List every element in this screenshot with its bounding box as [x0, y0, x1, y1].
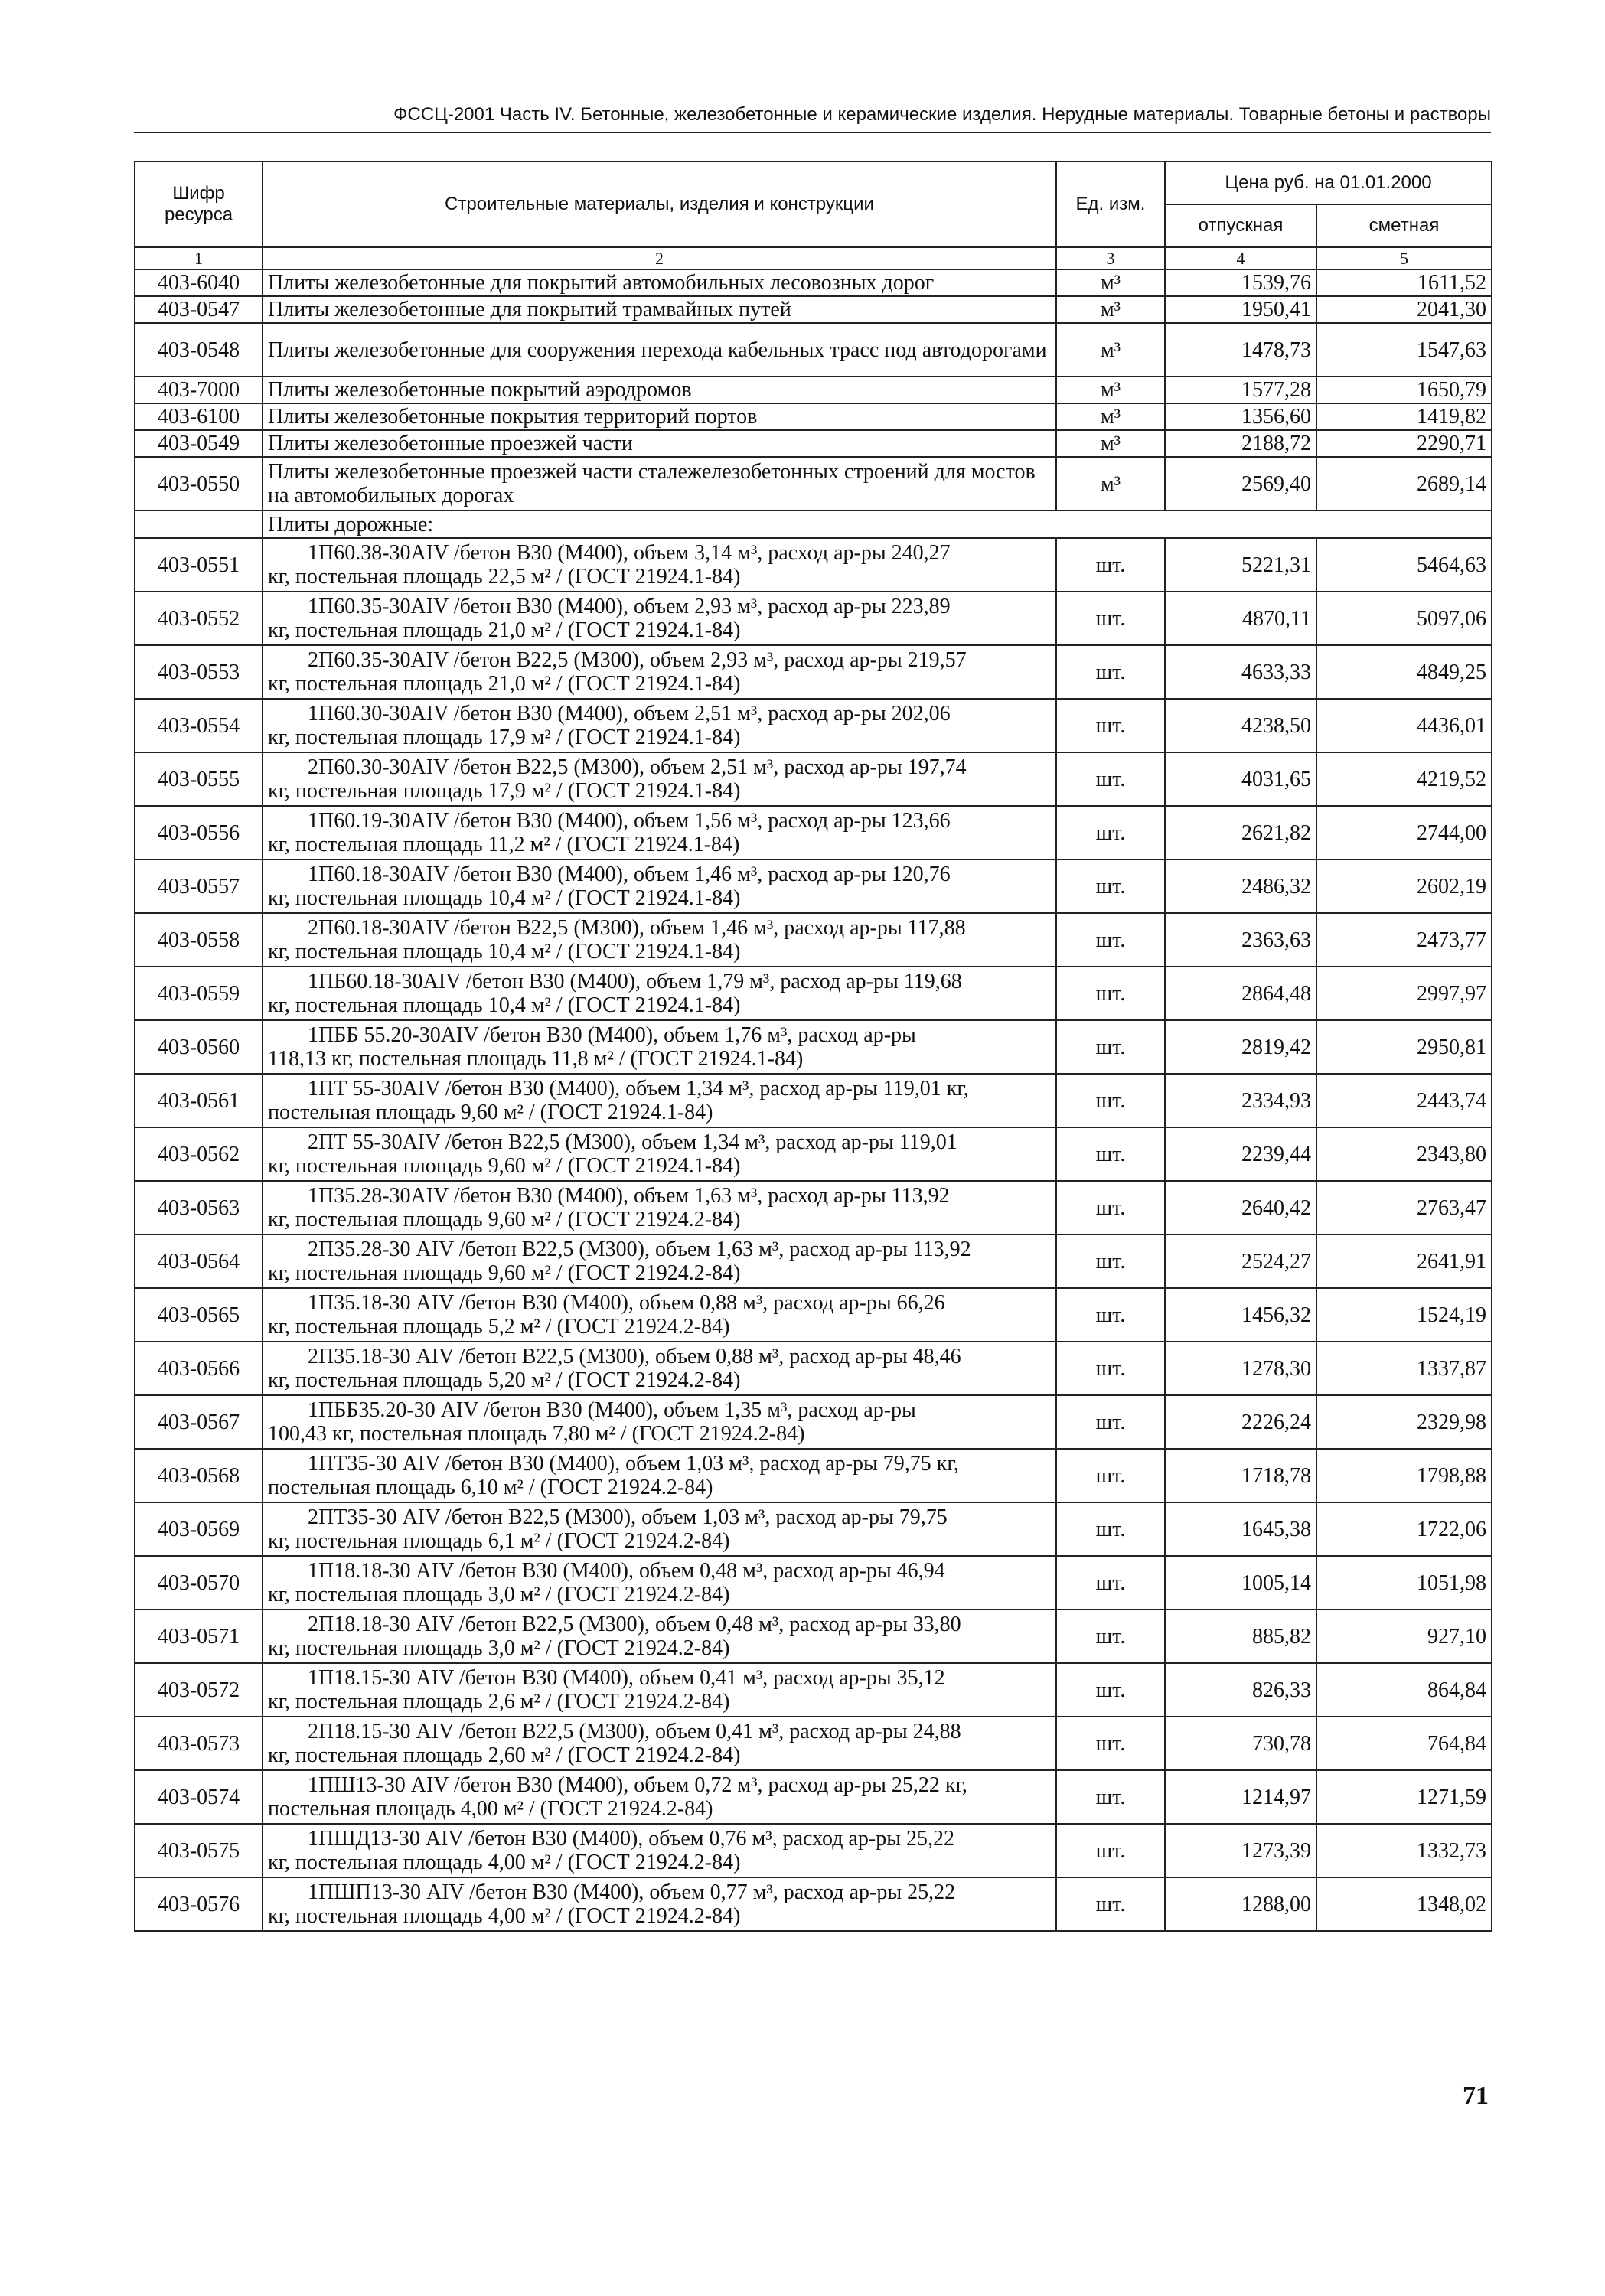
item-name-line-2: 118,13 кг, постельная площадь 11,8 м² / (ГОСТ 21924.1-84): [268, 1047, 804, 1071]
item-name: [263, 1127, 1056, 1181]
item-name: Плиты железобетонные для сооружения перехода кабельных трасс под автодорогами: [263, 323, 1056, 377]
item-name: [263, 699, 1056, 752]
release-price: 2486,32: [1165, 859, 1316, 913]
price-table: [134, 161, 1492, 1932]
unit-cell: шт.: [1056, 1824, 1165, 1877]
release-price: 2363,63: [1165, 913, 1316, 967]
resource-code: 403-0559: [135, 967, 263, 1020]
item-name: [263, 1395, 1056, 1449]
estimate-price: 2763,47: [1316, 1181, 1492, 1234]
release-price: 4633,33: [1165, 645, 1316, 699]
unit-cell: шт.: [1056, 752, 1165, 806]
unit-cell: шт.: [1056, 1877, 1165, 1931]
item-name-line-2: кг, постельная площадь 10,4 м² / (ГОСТ 21924.1-84): [268, 993, 741, 1017]
table-row: [135, 1663, 1492, 1717]
table-row: [135, 645, 1492, 699]
estimate-price: 1650,79: [1316, 377, 1492, 403]
table-row: [135, 269, 1492, 296]
estimate-price: 1271,59: [1316, 1770, 1492, 1824]
table-row: [135, 1234, 1492, 1288]
item-name: [263, 1717, 1056, 1770]
resource-code: 403-0548: [135, 323, 263, 377]
item-name-line-2: кг, постельная площадь 5,20 м² / (ГОСТ 21924.2-84): [268, 1368, 741, 1392]
item-name-line-2: кг, постельная площадь 6,1 м² / (ГОСТ 21924.2-84): [268, 1529, 730, 1553]
estimate-price: 1798,88: [1316, 1449, 1492, 1502]
column-number: 2: [263, 247, 1056, 269]
item-name: [263, 967, 1056, 1020]
release-price: 2239,44: [1165, 1127, 1316, 1181]
table-row: [135, 592, 1492, 645]
release-price: 826,33: [1165, 1663, 1316, 1717]
release-price: 1278,30: [1165, 1342, 1316, 1395]
resource-code: 403-0547: [135, 296, 263, 323]
item-name-line-2: кг, постельная площадь 9,60 м² / (ГОСТ 21924.1-84): [268, 1154, 741, 1178]
item-name-line-1: 1ПШД13-30 AIV /бетон В30 (М400), объем 0,76 м³, расход ар-ры 25,22: [308, 1827, 955, 1851]
item-name-line-1: 2П60.18-30AIV /бетон В22,5 (М300), объем 1,46 м³, расход ар-ры 117,88: [308, 916, 966, 940]
table-row: [135, 699, 1492, 752]
item-name-line-1: 1ПТ35-30 AIV /бетон В30 (М400), объем 1,03 м³, расход ар-ры 79,75 кг,: [308, 1452, 959, 1476]
item-name: [263, 1074, 1056, 1127]
unit-cell: шт.: [1056, 1609, 1165, 1663]
item-name-line-1: 1П35.28-30AIV /бетон В30 (М400), объем 1,63 м³, расход ар-ры 113,92: [308, 1184, 950, 1208]
unit-cell: шт.: [1056, 699, 1165, 752]
unit-cell: шт.: [1056, 1181, 1165, 1234]
item-name-line-2: кг, постельная площадь 3,0 м² / (ГОСТ 21924.2-84): [268, 1636, 730, 1660]
estimate-price: 927,10: [1316, 1609, 1492, 1663]
release-price: 885,82: [1165, 1609, 1316, 1663]
resource-code: 403-0572: [135, 1663, 263, 1717]
resource-code: 403-0570: [135, 1556, 263, 1609]
unit-cell: шт.: [1056, 1717, 1165, 1770]
table-row: [135, 1395, 1492, 1449]
item-name-line-1: 1П35.18-30 AIV /бетон В30 (М400), объем 0,88 м³, расход ар-ры 66,26: [308, 1291, 945, 1315]
item-name-line-1: 1П60.30-30AIV /бетон В30 (М400), объем 2,51 м³, расход ар-ры 202,06: [308, 702, 951, 726]
item-name-line-2: кг, постельная площадь 2,60 м² / (ГОСТ 21924.2-84): [268, 1743, 741, 1767]
estimate-price: 1348,02: [1316, 1877, 1492, 1931]
item-name-line-2: кг, постельная площадь 9,60 м² / (ГОСТ 21924.2-84): [268, 1208, 741, 1231]
table-row: [135, 1502, 1492, 1556]
section-code-cell: [135, 510, 263, 538]
item-name-line-1: 1П18.15-30 AIV /бетон В30 (М400), объем 0,41 м³, расход ар-ры 35,12: [308, 1666, 945, 1690]
resource-code: 403-0574: [135, 1770, 263, 1824]
resource-code: 403-0556: [135, 806, 263, 859]
item-name-line-1: 2П35.18-30 AIV /бетон В22,5 (М300), объем 0,88 м³, расход ар-ры 48,46: [308, 1345, 961, 1368]
table-row: [135, 806, 1492, 859]
release-price: 5221,31: [1165, 538, 1316, 592]
item-name-line-1: 1П60.19-30AIV /бетон В30 (М400), объем 1,56 м³, расход ар-ры 123,66: [308, 809, 951, 833]
unit-cell: м³: [1056, 323, 1165, 377]
item-name: [263, 1556, 1056, 1609]
table-row: [135, 1877, 1492, 1931]
section-title: Плиты дорожные:: [263, 510, 1492, 538]
item-name-line-1: 2П18.15-30 AIV /бетон В22,5 (М300), объем 0,41 м³, расход ар-ры 24,88: [308, 1720, 961, 1743]
resource-code: 403-0558: [135, 913, 263, 967]
unit-cell: шт.: [1056, 1449, 1165, 1502]
item-name: [263, 1609, 1056, 1663]
unit-cell: шт.: [1056, 1342, 1165, 1395]
unit-cell: м³: [1056, 269, 1165, 296]
unit-cell: шт.: [1056, 1663, 1165, 1717]
estimate-price: 2290,71: [1316, 430, 1492, 457]
item-name-line-2: постельная площадь 9,60 м² / (ГОСТ 21924.1-84): [268, 1101, 713, 1124]
item-name: Плиты железобетонные проезжей части сталежелезобетонных строений для мостов на автомобильных дорогах: [263, 457, 1056, 510]
resource-code: 403-0563: [135, 1181, 263, 1234]
table-row: [135, 1181, 1492, 1234]
resource-code: 403-0554: [135, 699, 263, 752]
item-name: [263, 1288, 1056, 1342]
col-header-release-price: отпускная: [1165, 204, 1316, 247]
item-name: [263, 1020, 1056, 1074]
table-row: [135, 1717, 1492, 1770]
table-row: [135, 1449, 1492, 1502]
column-number: 1: [135, 247, 263, 269]
table-row: [135, 1609, 1492, 1663]
column-number: 3: [1056, 247, 1165, 269]
item-name-line-1: 1ПБ60.18-30AIV /бетон В30 (М400), объем 1,79 м³, расход ар-ры 119,68: [308, 970, 962, 993]
item-name-line-1: 2ПТ 55-30AIV /бетон В22,5 (М300), объем 1,34 м³, расход ар-ры 119,01: [308, 1130, 957, 1154]
table-row: [135, 1556, 1492, 1609]
col-header-code: Шифр ресурса: [135, 161, 263, 247]
unit-cell: м³: [1056, 377, 1165, 403]
resource-code: 403-0568: [135, 1449, 263, 1502]
estimate-price: 2329,98: [1316, 1395, 1492, 1449]
estimate-price: 2950,81: [1316, 1020, 1492, 1074]
estimate-price: 4849,25: [1316, 645, 1492, 699]
table-row: [135, 1824, 1492, 1877]
item-name-line-1: 2П35.28-30 AIV /бетон В22,5 (М300), объем 1,63 м³, расход ар-ры 113,92: [308, 1238, 971, 1261]
item-name-line-2: постельная площадь 6,10 м² / (ГОСТ 21924.2-84): [268, 1476, 713, 1499]
estimate-price: 2443,74: [1316, 1074, 1492, 1127]
table-row: [135, 859, 1492, 913]
release-price: 2569,40: [1165, 457, 1316, 510]
item-name-line-2: кг, постельная площадь 10,4 м² / (ГОСТ 21924.1-84): [268, 940, 741, 964]
table-row: [135, 1342, 1492, 1395]
unit-cell: м³: [1056, 403, 1165, 430]
item-name: [263, 1824, 1056, 1877]
release-price: 2226,24: [1165, 1395, 1316, 1449]
release-price: 2188,72: [1165, 430, 1316, 457]
item-name-line-2: кг, постельная площадь 4,00 м² / (ГОСТ 21924.2-84): [268, 1851, 741, 1874]
item-name-line-2: кг, постельная площадь 4,00 м² / (ГОСТ 21924.2-84): [268, 1904, 741, 1928]
item-name-line-2: кг, постельная площадь 10,4 м² / (ГОСТ 21924.1-84): [268, 886, 741, 910]
unit-cell: шт.: [1056, 1074, 1165, 1127]
item-name: [263, 1877, 1056, 1931]
table-row: [135, 403, 1492, 430]
resource-code: 403-0551: [135, 538, 263, 592]
item-name-line-1: 1ПШП13-30 AIV /бетон В30 (М400), объем 0,77 м³, расход ар-ры 25,22: [308, 1880, 956, 1904]
table-row: [135, 1020, 1492, 1074]
table-row: [135, 1770, 1492, 1824]
unit-cell: шт.: [1056, 1556, 1165, 1609]
resource-code: 403-0575: [135, 1824, 263, 1877]
estimate-price: 1332,73: [1316, 1824, 1492, 1877]
item-name-line-1: 2П18.18-30 AIV /бетон В22,5 (М300), объем 0,48 м³, расход ар-ры 33,80: [308, 1613, 961, 1636]
item-name: [263, 1663, 1056, 1717]
item-name-line-2: кг, постельная площадь 5,2 м² / (ГОСТ 21924.2-84): [268, 1315, 730, 1339]
column-number: 5: [1316, 247, 1492, 269]
item-name: [263, 1449, 1056, 1502]
col-header-price-group: Цена руб. на 01.01.2000: [1165, 161, 1492, 204]
estimate-price: 5097,06: [1316, 592, 1492, 645]
estimate-price: 1337,87: [1316, 1342, 1492, 1395]
item-name-line-1: 2П60.30-30AIV /бетон В22,5 (М300), объем 2,51 м³, расход ар-ры 197,74: [308, 755, 967, 779]
table-row: [135, 538, 1492, 592]
item-name-line-2: кг, постельная площадь 21,0 м² / (ГОСТ 21924.1-84): [268, 618, 741, 642]
table-row: [135, 377, 1492, 403]
running-header: ФССЦ-2001 Часть IV. Бетонные, железобетонные и керамические изделия. Нерудные материалы. Товарные бетоны и растворы: [134, 104, 1491, 133]
table-row: [135, 430, 1492, 457]
table-row: [135, 457, 1492, 510]
item-name-line-1: 1П60.35-30AIV /бетон В30 (М400), объем 2,93 м³, расход ар-ры 223,89: [308, 595, 951, 618]
item-name: [263, 1502, 1056, 1556]
resource-code: 403-0555: [135, 752, 263, 806]
item-name-line-2: кг, постельная площадь 21,0 м² / (ГОСТ 21924.1-84): [268, 672, 741, 696]
release-price: 2524,27: [1165, 1234, 1316, 1288]
unit-cell: шт.: [1056, 592, 1165, 645]
unit-cell: шт.: [1056, 1234, 1165, 1288]
resource-code: 403-0571: [135, 1609, 263, 1663]
table-row: [135, 752, 1492, 806]
item-name-line-2: кг, постельная площадь 11,2 м² / (ГОСТ 21924.1-84): [268, 833, 740, 856]
resource-code: 403-0560: [135, 1020, 263, 1074]
column-number: 4: [1165, 247, 1316, 269]
item-name-line-1: 1П60.38-30AIV /бетон В30 (М400), объем 3,14 м³, расход ар-ры 240,27: [308, 541, 951, 565]
col-header-estimate-price: сметная: [1316, 204, 1492, 247]
item-name: [263, 645, 1056, 699]
estimate-price: 1051,98: [1316, 1556, 1492, 1609]
resource-code: 403-0553: [135, 645, 263, 699]
estimate-price: 4219,52: [1316, 752, 1492, 806]
estimate-price: 2602,19: [1316, 859, 1492, 913]
unit-cell: м³: [1056, 457, 1165, 510]
release-price: 2621,82: [1165, 806, 1316, 859]
release-price: 2334,93: [1165, 1074, 1316, 1127]
release-price: 730,78: [1165, 1717, 1316, 1770]
item-name: [263, 592, 1056, 645]
resource-code: 403-0549: [135, 430, 263, 457]
resource-code: 403-6040: [135, 269, 263, 296]
release-price: 2640,42: [1165, 1181, 1316, 1234]
estimate-price: 1524,19: [1316, 1288, 1492, 1342]
item-name: Плиты железобетонные покрытий аэродромов: [263, 377, 1056, 403]
item-name-line-1: 2П60.35-30AIV /бетон В22,5 (М300), объем 2,93 м³, расход ар-ры 219,57: [308, 648, 967, 672]
release-price: 1718,78: [1165, 1449, 1316, 1502]
item-name-line-1: 1ПТ 55-30AIV /бетон В30 (М400), объем 1,34 м³, расход ар-ры 119,01 кг,: [308, 1077, 969, 1101]
estimate-price: 1611,52: [1316, 269, 1492, 296]
resource-code: 403-0566: [135, 1342, 263, 1395]
unit-cell: шт.: [1056, 538, 1165, 592]
section-row: [135, 510, 1492, 538]
page-number: 71: [1463, 2082, 1489, 2110]
unit-cell: м³: [1056, 296, 1165, 323]
item-name: Плиты железобетонные для покрытий трамвайных путей: [263, 296, 1056, 323]
resource-code: 403-0565: [135, 1288, 263, 1342]
item-name-line-2: постельная площадь 4,00 м² / (ГОСТ 21924.2-84): [268, 1797, 713, 1821]
item-name-line-2: кг, постельная площадь 2,6 м² / (ГОСТ 21924.2-84): [268, 1690, 730, 1714]
estimate-price: 2473,77: [1316, 913, 1492, 967]
item-name: Плиты железобетонные проезжей части: [263, 430, 1056, 457]
item-name-line-2: кг, постельная площадь 22,5 м² / (ГОСТ 21924.1-84): [268, 565, 741, 589]
resource-code: 403-0550: [135, 457, 263, 510]
estimate-price: 4436,01: [1316, 699, 1492, 752]
item-name-line-2: кг, постельная площадь 17,9 м² / (ГОСТ 21924.1-84): [268, 779, 741, 803]
resource-code: 403-0569: [135, 1502, 263, 1556]
table-row: [135, 323, 1492, 377]
resource-code: 403-0562: [135, 1127, 263, 1181]
release-price: 1577,28: [1165, 377, 1316, 403]
item-name-line-1: 1ПШ13-30 AIV /бетон В30 (М400), объем 0,72 м³, расход ар-ры 25,22 кг,: [308, 1773, 967, 1797]
unit-cell: шт.: [1056, 913, 1165, 967]
release-price: 1005,14: [1165, 1556, 1316, 1609]
item-name-line-1: 1ПББ 55.20-30AIV /бетон В30 (М400), объем 1,76 м³, расход ар-ры: [308, 1023, 916, 1047]
item-name-line-1: 1П18.18-30 AIV /бетон В30 (М400), объем 0,48 м³, расход ар-ры 46,94: [308, 1559, 945, 1583]
unit-cell: шт.: [1056, 967, 1165, 1020]
table-row: [135, 913, 1492, 967]
unit-cell: м³: [1056, 430, 1165, 457]
unit-cell: шт.: [1056, 1288, 1165, 1342]
release-price: 1273,39: [1165, 1824, 1316, 1877]
resource-code: 403-0557: [135, 859, 263, 913]
unit-cell: шт.: [1056, 1020, 1165, 1074]
item-name: [263, 1181, 1056, 1234]
estimate-price: 864,84: [1316, 1663, 1492, 1717]
resource-code: 403-0567: [135, 1395, 263, 1449]
release-price: 4238,50: [1165, 699, 1316, 752]
release-price: 1539,76: [1165, 269, 1316, 296]
item-name: Плиты железобетонные покрытия территорий портов: [263, 403, 1056, 430]
resource-code: 403-0573: [135, 1717, 263, 1770]
item-name-line-1: 2ПТ35-30 AIV /бетон В22,5 (М300), объем 1,03 м³, расход ар-ры 79,75: [308, 1505, 948, 1529]
item-name: [263, 538, 1056, 592]
item-name: [263, 1234, 1056, 1288]
release-price: 4870,11: [1165, 592, 1316, 645]
release-price: 2864,48: [1165, 967, 1316, 1020]
estimate-price: 1419,82: [1316, 403, 1492, 430]
unit-cell: шт.: [1056, 859, 1165, 913]
resource-code: 403-0561: [135, 1074, 263, 1127]
table-row: [135, 967, 1492, 1020]
unit-cell: шт.: [1056, 1770, 1165, 1824]
table-row: [135, 1127, 1492, 1181]
release-price: 2819,42: [1165, 1020, 1316, 1074]
unit-cell: шт.: [1056, 1127, 1165, 1181]
item-name: Плиты железобетонные для покрытий автомобильных лесовозных дорог: [263, 269, 1056, 296]
estimate-price: 2744,00: [1316, 806, 1492, 859]
item-name-line-1: 1П60.18-30AIV /бетон В30 (М400), объем 1,46 м³, расход ар-ры 120,76: [308, 863, 951, 886]
unit-cell: шт.: [1056, 1395, 1165, 1449]
item-name: [263, 1770, 1056, 1824]
resource-code: 403-7000: [135, 377, 263, 403]
unit-cell: шт.: [1056, 1502, 1165, 1556]
release-price: 1950,41: [1165, 296, 1316, 323]
estimate-price: 5464,63: [1316, 538, 1492, 592]
resource-code: 403-0576: [135, 1877, 263, 1931]
estimate-price: 2997,97: [1316, 967, 1492, 1020]
col-header-unit: Ед. изм.: [1056, 161, 1165, 247]
release-price: 1214,97: [1165, 1770, 1316, 1824]
resource-code: 403-6100: [135, 403, 263, 430]
item-name: [263, 913, 1056, 967]
table-row: [135, 1074, 1492, 1127]
item-name: [263, 1342, 1056, 1395]
estimate-price: 1722,06: [1316, 1502, 1492, 1556]
estimate-price: 2343,80: [1316, 1127, 1492, 1181]
estimate-price: 2041,30: [1316, 296, 1492, 323]
item-name-line-2: кг, постельная площадь 3,0 м² / (ГОСТ 21924.2-84): [268, 1583, 730, 1606]
col-header-name: Строительные материалы, изделия и конструкции: [263, 161, 1056, 247]
release-price: 1478,73: [1165, 323, 1316, 377]
estimate-price: 2641,91: [1316, 1234, 1492, 1288]
release-price: 1356,60: [1165, 403, 1316, 430]
item-name-line-1: 1ПББ35.20-30 AIV /бетон В30 (М400), объем 1,35 м³, расход ар-ры: [308, 1398, 916, 1422]
resource-code: 403-0564: [135, 1234, 263, 1288]
estimate-price: 764,84: [1316, 1717, 1492, 1770]
column-number-row: [135, 247, 1492, 269]
item-name: [263, 806, 1056, 859]
release-price: 1288,00: [1165, 1877, 1316, 1931]
item-name: [263, 752, 1056, 806]
estimate-price: 1547,63: [1316, 323, 1492, 377]
table-row: [135, 1288, 1492, 1342]
estimate-price: 2689,14: [1316, 457, 1492, 510]
table-row: [135, 296, 1492, 323]
unit-cell: шт.: [1056, 806, 1165, 859]
release-price: 4031,65: [1165, 752, 1316, 806]
unit-cell: шт.: [1056, 645, 1165, 699]
item-name-line-2: кг, постельная площадь 9,60 м² / (ГОСТ 21924.2-84): [268, 1261, 741, 1285]
release-price: 1456,32: [1165, 1288, 1316, 1342]
resource-code: 403-0552: [135, 592, 263, 645]
release-price: 1645,38: [1165, 1502, 1316, 1556]
item-name-line-2: кг, постельная площадь 17,9 м² / (ГОСТ 21924.1-84): [268, 726, 741, 749]
item-name-line-2: 100,43 кг, постельная площадь 7,80 м² / (ГОСТ 21924.2-84): [268, 1422, 805, 1446]
item-name: [263, 859, 1056, 913]
